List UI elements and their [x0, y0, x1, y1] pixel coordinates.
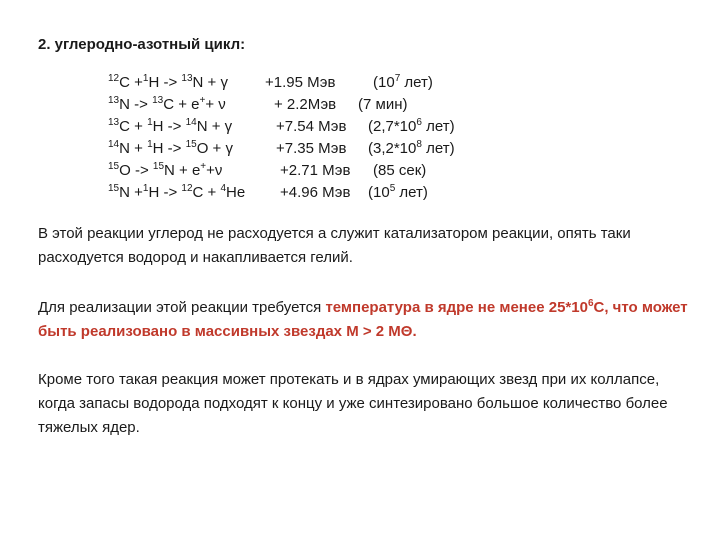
- reaction-time: [368, 116, 455, 138]
- isotope-mass-number: 13: [152, 95, 164, 106]
- equation-text: N + γ: [196, 118, 233, 135]
- reaction-energy: +4.96 Мэв: [280, 184, 351, 201]
- time-exponent: 7: [394, 73, 401, 84]
- temperature-exponent: 6: [587, 298, 594, 309]
- equation-text: C +: [192, 184, 221, 201]
- isotope-mass-number: 14: [185, 117, 197, 128]
- isotope-mass-number: 15: [108, 161, 120, 172]
- reaction-equation: [108, 94, 226, 116]
- isotope-mass-number: +: [199, 95, 206, 106]
- equation-text: C +: [119, 118, 148, 135]
- isotope-mass-number: 1: [147, 139, 153, 150]
- slide-title: 2. углеродно-азотный цикл:: [38, 36, 246, 53]
- temperature-highlight-b: С, что может быть реализовано в массивных звездах M > 2 MΘ.: [38, 299, 688, 340]
- equation-text: N ->: [119, 96, 153, 113]
- reaction-energy: +7.54 Мэв: [276, 118, 347, 135]
- time-value: (2,7*10: [368, 118, 417, 135]
- equation-text: C + e: [163, 96, 200, 113]
- temperature-paragraph: [38, 296, 698, 344]
- time-unit: лет): [421, 140, 455, 157]
- reaction-energy: +7.35 Мэв: [276, 140, 347, 157]
- reaction-equation: [108, 138, 233, 160]
- isotope-mass-number: 13: [108, 95, 120, 106]
- catalyst-paragraph: В этой реакции углерод не расходуется а служит катализатором реакции, опять таки расходуется водород и накапливается гелий.: [38, 225, 631, 266]
- isotope-mass-number: 1: [142, 73, 149, 84]
- equation-text: H ->: [152, 140, 186, 157]
- time-value: (85 сек): [373, 162, 427, 179]
- reaction-time: [368, 182, 428, 204]
- isotope-mass-number: 13: [108, 117, 120, 128]
- time-value: (3,2*10: [368, 140, 417, 157]
- time-value: (7 мин): [358, 96, 408, 113]
- equation-text: +ν: [206, 162, 223, 179]
- time-value: (10: [373, 74, 395, 91]
- time-unit: лет): [395, 184, 428, 201]
- temperature-highlight-a: температура в ядре не менее 25*10: [325, 299, 588, 316]
- equation-text: N +: [119, 184, 143, 201]
- temperature-plain-text: Для реализации этой реакции требуется: [38, 299, 326, 316]
- isotope-mass-number: 12: [181, 183, 193, 194]
- isotope-mass-number: 4: [220, 183, 227, 194]
- equation-text: H ->: [148, 74, 182, 91]
- equation-text: He: [226, 184, 246, 201]
- equation-text: O ->: [119, 162, 153, 179]
- equation-text: O + γ: [196, 140, 233, 157]
- isotope-mass-number: 15: [185, 139, 197, 150]
- time-exponent: 8: [416, 139, 422, 150]
- time-value: (10: [368, 184, 390, 201]
- isotope-mass-number: +: [200, 161, 207, 172]
- time-exponent: 6: [416, 117, 422, 128]
- equation-text: N + e: [164, 162, 201, 179]
- reaction-energy: +1.95 Мэв: [265, 74, 336, 91]
- equation-text: H ->: [152, 118, 186, 135]
- time-exponent: 5: [389, 183, 396, 194]
- time-unit: лет): [421, 118, 455, 135]
- reaction-equation: [108, 116, 232, 138]
- reaction-time: [358, 94, 407, 116]
- time-unit: лет): [400, 74, 433, 91]
- equation-text: C +: [119, 74, 143, 91]
- reaction-equation: [108, 72, 228, 94]
- isotope-mass-number: 12: [108, 73, 120, 84]
- reaction-energy: + 2.2Мэв: [274, 96, 337, 113]
- equation-text: N +: [119, 140, 148, 157]
- isotope-mass-number: 13: [181, 73, 193, 84]
- equation-text: N + γ: [192, 74, 228, 91]
- reaction-equation: [108, 160, 222, 182]
- reaction-equation: [108, 182, 245, 204]
- equation-text: + ν: [205, 96, 226, 113]
- reaction-time: [373, 160, 426, 182]
- isotope-mass-number: 1: [147, 117, 153, 128]
- collapse-paragraph: Кроме того такая реакция может протекать и в ядрах умирающих звезд при их коллапсе, когда запасы водорода подходят к концу и уже синтезировано большое количество более тяжелых ядер.: [38, 371, 668, 436]
- reaction-time: [373, 72, 433, 94]
- isotope-mass-number: 1: [142, 183, 149, 194]
- isotope-mass-number: 15: [108, 183, 120, 194]
- isotope-mass-number: 15: [152, 161, 165, 172]
- reaction-energy: +2.71 Мэв: [280, 162, 351, 179]
- reaction-time: [368, 138, 455, 160]
- equation-text: H ->: [148, 184, 182, 201]
- isotope-mass-number: 14: [108, 139, 120, 150]
